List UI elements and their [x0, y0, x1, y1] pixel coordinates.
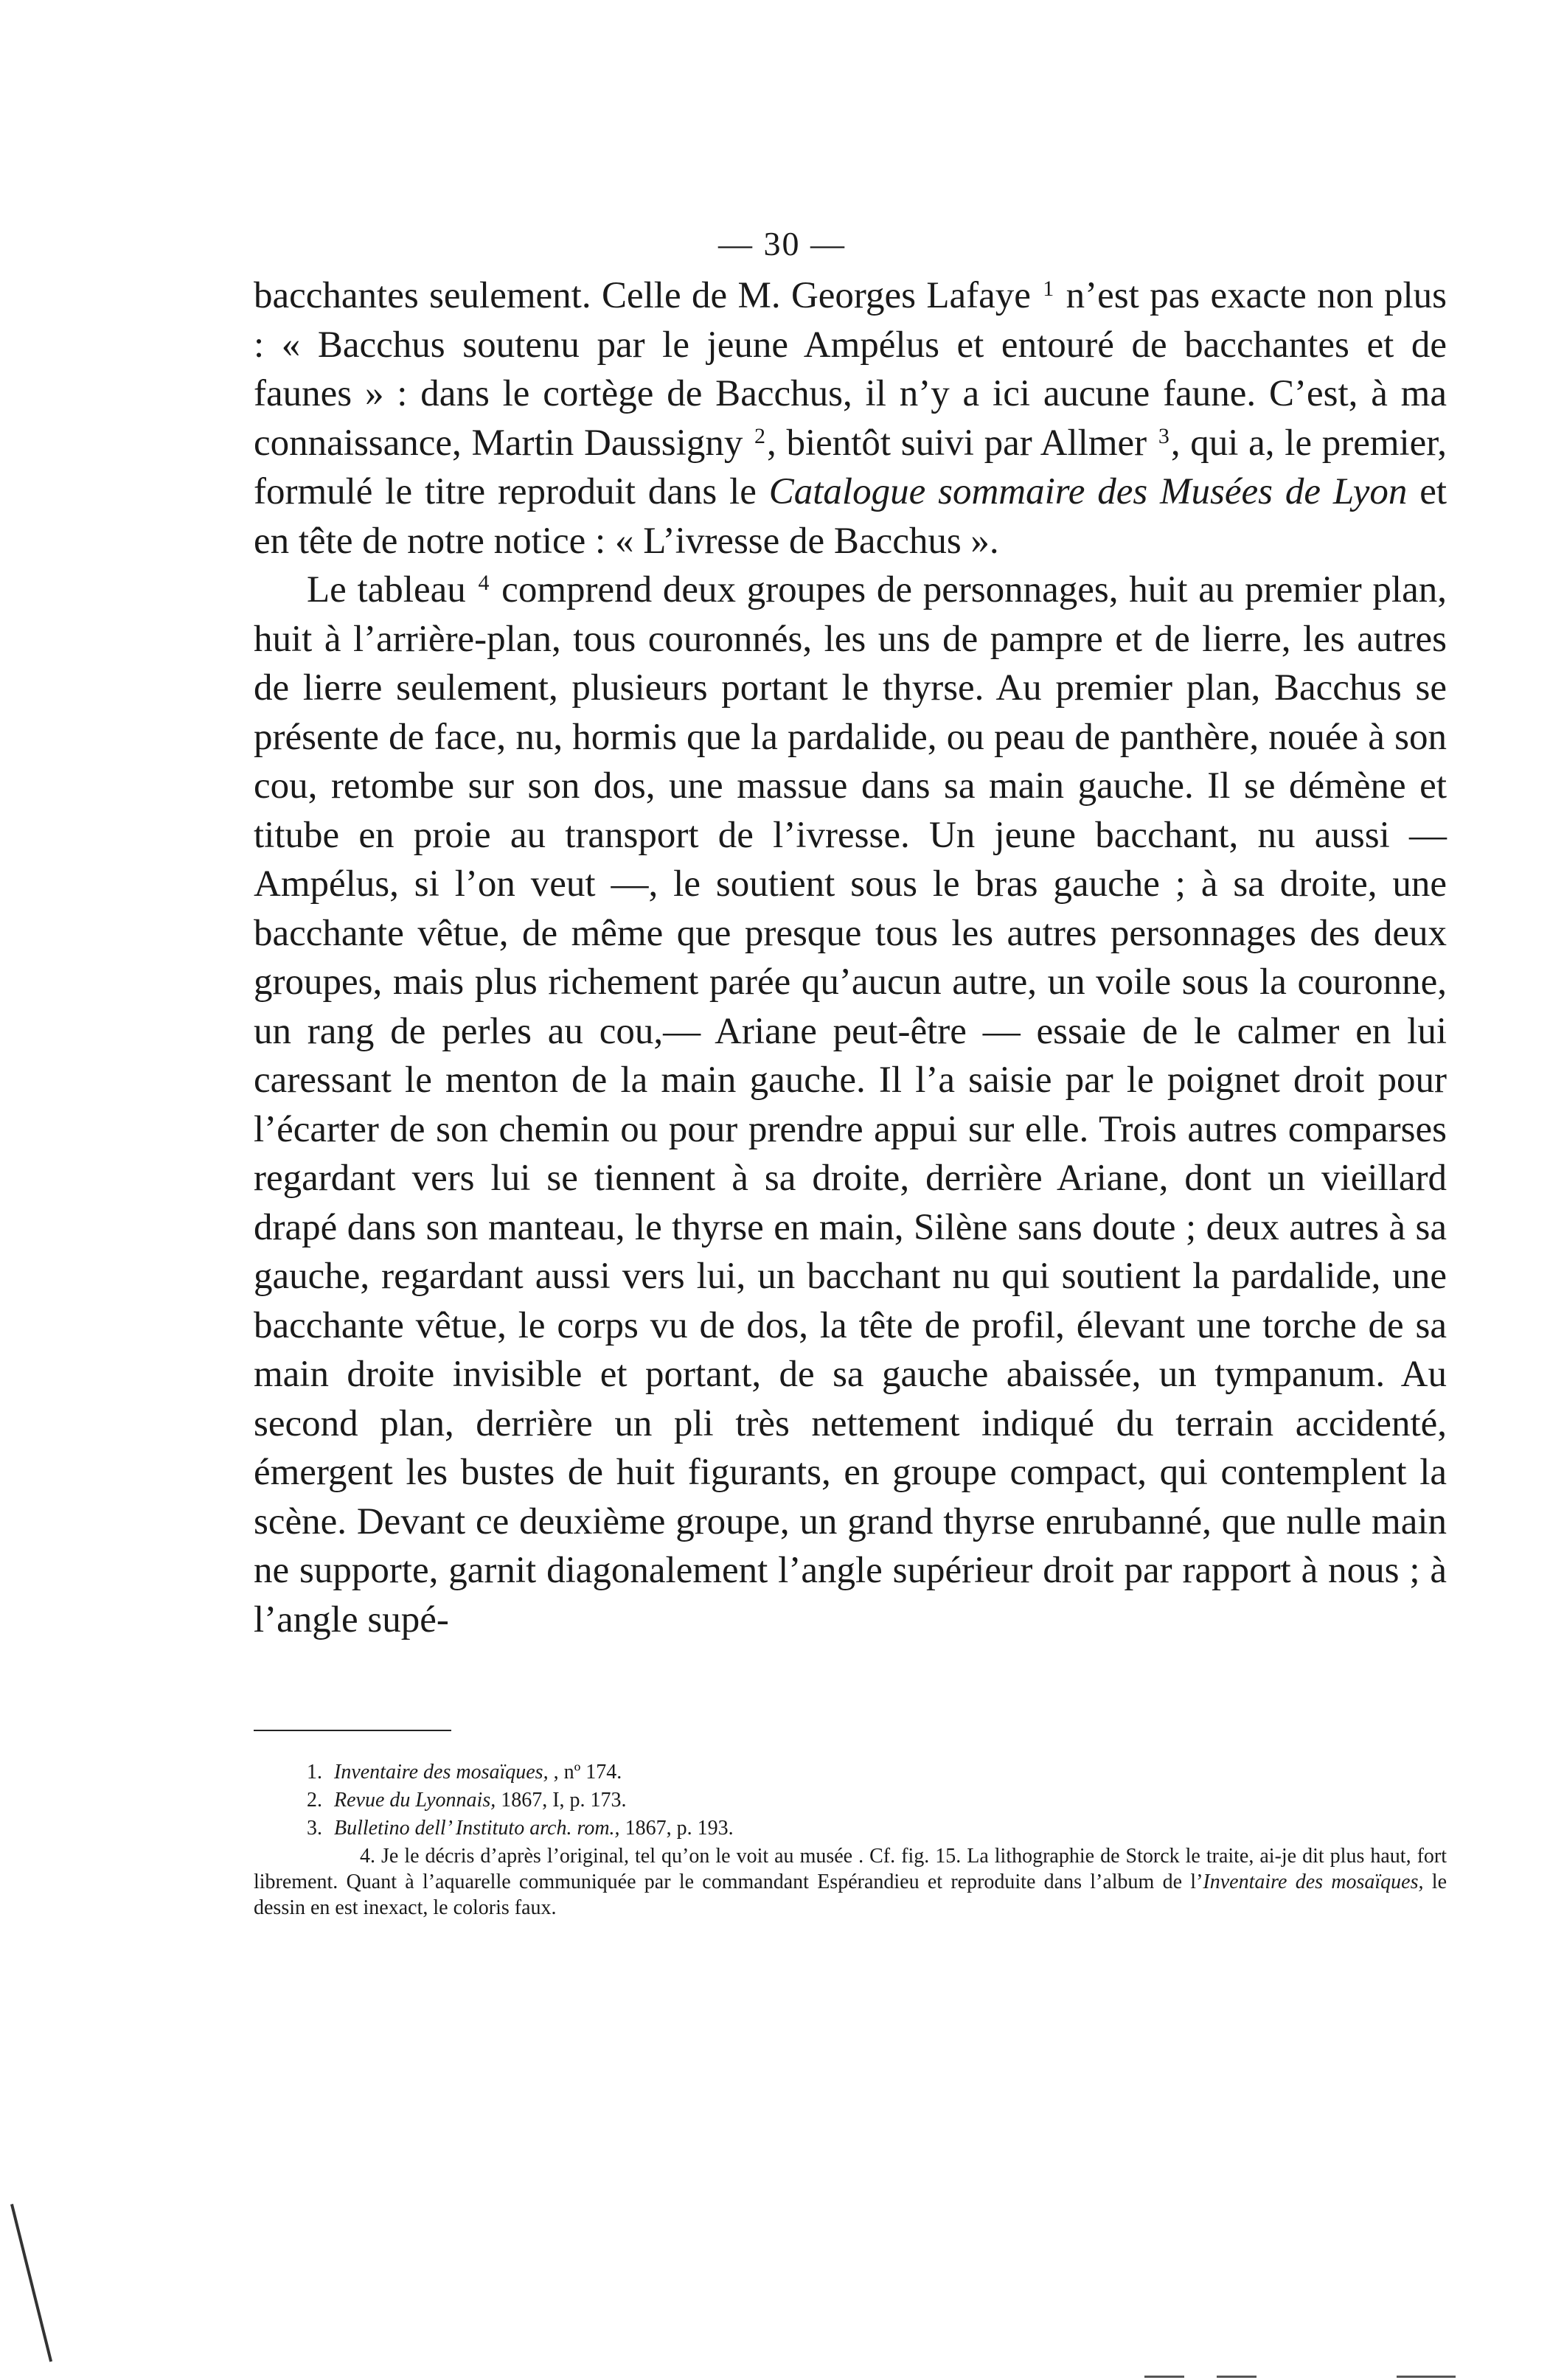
footnote-text: 1867, p. 193.: [619, 1817, 734, 1840]
footnote-1: [254, 1759, 1447, 1785]
paragraph-1: [254, 271, 1447, 566]
footnote-2: [254, 1787, 1447, 1813]
footnote-source: Inventaire des mosaïques,: [1203, 1871, 1424, 1893]
main-text: [254, 271, 1447, 1644]
footnote-ref-2[interactable]: 2: [754, 423, 766, 448]
footnote-number: 1.: [307, 1761, 322, 1784]
footnote-text: 1867, I, p. 173.: [496, 1789, 627, 1812]
text-run: bacchantes seulement. Celle de M. Georges Lafaye: [254, 275, 1042, 316]
footnote-ref-3[interactable]: 3: [1158, 423, 1169, 448]
paragraph-2: [254, 566, 1447, 1644]
footnote-3: [254, 1815, 1447, 1841]
text-run: et en tête de notre notice : « L’ivresse de Bacchus ».: [254, 471, 1447, 562]
text-run: Le tableau: [307, 569, 477, 610]
footnote-number: 3.: [307, 1817, 322, 1840]
scan-edge-dash: [1217, 2376, 1257, 2378]
footnote-source: Revue du Lyonnais,: [334, 1789, 496, 1812]
footnote-source: Bulletino dell’ Instituto arch. rom.,: [334, 1817, 620, 1840]
footnote-text: Je le décris d’après l’original, tel qu’on le voit au musée . Cf. fig. 15. La lithographie de Storck le traite, ai-je dit plus haut, fort librement. Quant à l’aquarelle communiquée par le commandant Espérandieu et reproduite dans l’album de l’: [254, 1845, 1447, 1893]
footnote-number: 2.: [307, 1789, 322, 1812]
footnote-ref-4[interactable]: 4: [478, 571, 490, 595]
scan-edge-line: [10, 2204, 52, 2362]
footnote-source: Inventaire des mosaïques,: [334, 1761, 549, 1784]
footnote-number: 4.: [360, 1845, 375, 1868]
scan-edge-dash: [1397, 2376, 1456, 2378]
catalogue-title: Catalogue sommaire des Musées de Lyon: [768, 471, 1408, 512]
footnotes: [254, 1759, 1447, 1923]
scan-edge-dash: [1144, 2376, 1184, 2378]
text-run: , qui a, le premier, formulé le titre reproduit dans le: [254, 422, 1447, 512]
footnote-4: [254, 1843, 1447, 1921]
footnote-ref-1[interactable]: 1: [1043, 276, 1054, 301]
text-run: , bientôt suivi par Allmer: [767, 422, 1157, 464]
page-number: — 30 —: [718, 225, 846, 262]
footnote-text: , nº 174.: [548, 1761, 622, 1784]
footnote-text: le dessin en est inexact, le coloris faux.: [254, 1871, 1447, 1919]
text-run: n’est pas exacte non plus : « Bacchus soutenu par le jeune Ampélus et entouré de bacchantes et de faunes » : dans le cortège de Bacchus, il n’y a ici aucune faune. C’est, à ma connaissance, Martin Daussigny: [254, 275, 1447, 464]
text-run: comprend deux groupes de personnages, huit au premier plan, huit à l’arrière-plan, tous couronnés, les uns de pampre et de lierre, les autres de lierre seulement, plusieurs portant le thyrse. Au premier plan, Bacchus se présente de face, nu, hormis que la pardalide, ou peau de panthère, nouée à son cou, retombe sur son dos, une massue dans sa main gauche. Il se démène et titube en proie au transport de l’ivresse. Un jeune bacchant, nu aussi — Ampélus, si l’on veut —, le soutient sous le bras gauche ; à sa droite, une bacchante vêtue, de même que presque tous les autres personnages des deux groupes, mais plus richement parée qu’aucun autre, un voile sous la couronne, un rang de perles au cou,— Ariane peut-être — essaie de le calmer en lui caressant le menton de la main gauche. Il l’a saisie par le poignet droit pour l’écarter de son chemin ou pour prendre appui sur elle. Trois autres comparses regardant vers lui se tiennent à sa droite, derrière Ariane, dont un vieillard drapé dans son manteau, le thyrse en main, Silène sans doute ; deux autres à sa gauche, regardant aussi vers lui, un bacchant nu qui soutient la pardalide, une bacchante vêtue, le corps vu de dos, la tête de profil, élevant une torche de sa main droite invisible et portant, de sa gauche abaissée, un tympanum. Au second plan, derrière un pli très nettement indiqué du terrain accidenté, émergent les bustes de huit figurants, en groupe compact, qui contemplent la scène. Devant ce deuxième groupe, un grand thyrse enrubanné, que nulle main ne supporte, garnit diagonalement l’angle supérieur droit par rapport à nous ; à l’angle supé-: [254, 569, 1447, 1640]
footnote-separator: [254, 1730, 451, 1731]
